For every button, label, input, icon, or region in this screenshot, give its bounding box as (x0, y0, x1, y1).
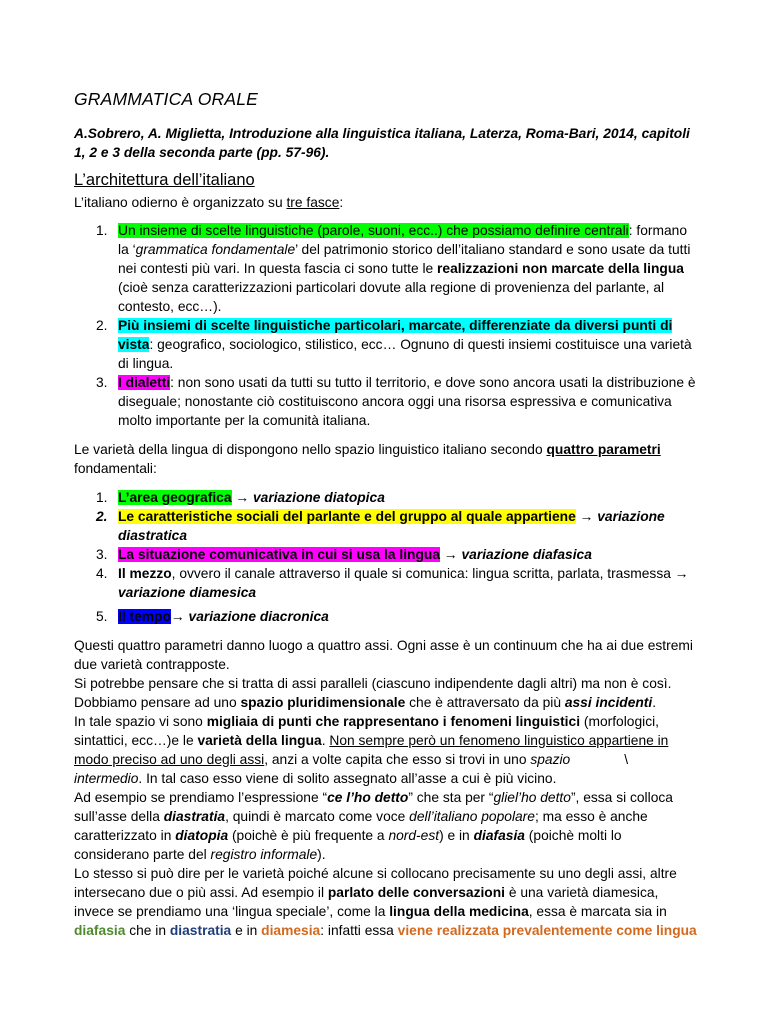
list-number: 2. (96, 509, 108, 524)
bold-text: parlato delle conversazioni (327, 885, 505, 900)
list-item (74, 507, 699, 545)
italic-text: nord-est (388, 828, 440, 843)
arrow-icon: → (170, 609, 185, 624)
intro-text: L’italiano odierno è organizzato su (74, 195, 287, 210)
list-item (74, 545, 699, 564)
bold-text: spazio pluridimensionale (240, 695, 406, 710)
list-number: 5. (96, 609, 108, 624)
highlighted-text: Il tempo (118, 609, 171, 624)
body-paragraph (74, 712, 699, 788)
intro-paragraph (74, 193, 699, 212)
variation-label: variazione diatopica (252, 490, 385, 505)
arrow-icon: → (443, 547, 458, 562)
bold-text: realizzazioni non marcate della lingua (437, 261, 684, 276)
list-item (74, 373, 699, 430)
body-text: Dobbiamo pensare ad uno (74, 695, 241, 710)
body-text: (poichè è più frequente a (228, 828, 389, 843)
body-paragraph (74, 788, 699, 864)
params-intro-text: Le varietà della lingua di dispongono nello spazio linguistico italiano secondo (74, 442, 547, 457)
italic-text: gliel’ho detto (493, 790, 571, 805)
fasce-list (74, 221, 699, 430)
highlighted-text: Le caratteristiche sociali del parlante e del gruppo al quale appartiene (118, 509, 576, 524)
italic-text: dell’italiano popolare (409, 809, 535, 824)
bibliographic-citation: A.Sobrero, A. Miglietta, Introduzione alla linguistica italiana, Laterza, Roma-Bari, 2014, capitoli 1, 2 e 3 della seconda parte (pp. 57-96). (74, 126, 690, 160)
body-text: ” che sta per “ (408, 790, 494, 805)
bold-italic-text: assi incidenti (564, 695, 653, 710)
body-text: è una varietà diamesica, invece se prendiamo una ‘lingua speciale’, come la (74, 885, 659, 919)
colored-text-green: diafasia (74, 923, 126, 938)
parameters-list (74, 488, 699, 626)
body-text: che è attraversato da più (405, 695, 565, 710)
body-text: : infatti essa (320, 923, 398, 938)
list-item (74, 488, 699, 507)
list-number: 1. (96, 223, 108, 238)
bold-italic-text: diafasia (473, 828, 525, 843)
body-text: ; ma esso è anche caratterizzato in (74, 809, 648, 843)
body-text: Lo stesso si può dire per le varietà poiché alcune si collocano precisamente su uno degli assi, altre intersecano due o più assi. Ad esempio il (74, 866, 677, 900)
list-number: 2. (96, 318, 108, 333)
body-text: che in (125, 923, 170, 938)
bold-text: Il mezzo (118, 566, 172, 581)
bold-text: migliaia di punti che rappresentano i fenomeni linguistici (206, 714, 581, 729)
bold-italic-text: ce l’ho detto (327, 790, 409, 805)
params-intro-emphasis: quattro parametri (546, 442, 661, 457)
body-text: (morfologici, sintattici, ecc…)e le (74, 714, 659, 748)
body-text: Ad esempio se prendiamo l’espressione “ (74, 790, 328, 805)
list-number: 3. (96, 375, 108, 390)
list-number: 3. (96, 547, 108, 562)
body-paragraph (74, 864, 699, 940)
arrow-icon: → (235, 490, 250, 505)
italic-text: intermedio (74, 771, 139, 786)
body-text: . (321, 733, 330, 748)
highlighted-text: La situazione comunicativa in cui si usa la lingua (118, 547, 441, 562)
body-paragraph: Si potrebbe pensare che si tratta di assi paralleli (ciascuno indipendente dagli altri) ma non è così. (74, 676, 672, 691)
section-heading: L’architettura dell’italiano (74, 171, 255, 189)
params-intro-end: fondamentali: (74, 461, 157, 476)
italic-text: grammatica fondamentale (135, 242, 296, 257)
italic-text: registro informale (210, 847, 318, 862)
item-text: ’ del patrimonio storico dell’italiano standard e sono usate da tutti nei contesti più vari. In questa fascia ci sono tutte le (118, 242, 691, 276)
list-item (74, 316, 699, 373)
body-text: , essa è marcata sia in (528, 904, 667, 919)
variation-label: variazione diafasica (461, 547, 592, 562)
list-item (74, 221, 699, 316)
body-text: . In tal caso esso viene di solito assegnato all’asse a cui è più vicino. (138, 771, 557, 786)
highlighted-text: Un insieme di scelte linguistiche (parole, suoni, ecc..) che possiamo definire centrali (118, 223, 629, 238)
bold-italic-text: diastratia (163, 809, 226, 824)
intro-emphasis: tre fasce (286, 195, 340, 210)
document-title: GRAMMATICA ORALE (74, 89, 259, 109)
underlined-text: Non sempre però un fenomeno linguistico appartiene in modo preciso ad uno degli assi (74, 733, 669, 767)
item-text: : geografico, sociologico, stilistico, ecc… Ognuno di questi insiemi costituisce una varietà di lingua. (118, 337, 692, 371)
body-text: ”, essa si colloca sull’asse della (74, 790, 673, 824)
list-number: 1. (96, 490, 108, 505)
italic-text: spazio (530, 752, 571, 767)
body-text: In tale spazio vi sono (74, 714, 207, 729)
document-body (74, 193, 699, 940)
bold-italic-text: diatopia (175, 828, 229, 843)
body-text: ) e in (439, 828, 474, 843)
arrow-icon: → (674, 566, 689, 581)
body-text: . (652, 695, 657, 710)
bold-text: lingua della medicina (389, 904, 529, 919)
list-number: 4. (96, 566, 108, 581)
item-text: : formano la ‘ (118, 223, 688, 257)
highlighted-text: L’area geografica (118, 490, 232, 505)
body-text: , anzi a volte capita che esso si trovi in uno (264, 752, 531, 767)
body-text: ). (317, 847, 326, 862)
highlighted-text: Più insiemi di scelte linguistiche particolari, marcate, differenziate da diversi punti di vista (118, 318, 673, 352)
colored-text-blue: diastratia (169, 923, 232, 938)
item-text: , ovvero il canale attraverso il quale si comunica: lingua scritta, parlata, trasmessa (171, 566, 675, 581)
item-text: : non sono usati da tutti su tutto il territorio, e dove sono ancora usati la distribuzione è diseguale; nonostante ciò costituiscono ancora oggi una risorsa espressiva e comunicativa molto importante per la comunità italiana. (118, 375, 696, 428)
body-text: (poichè molti lo considerano parte del (74, 828, 622, 862)
body-paragraph: Questi quattro parametri danno luogo a quattro assi. Ogni asse è un continuum che ha ai due estremi due varietà contrapposte. (74, 638, 693, 672)
arrow-icon: → (579, 509, 594, 524)
item-text: (cioè senza caratterizzazioni particolari dovute alla regione di provenienza del parlante, al contesto, ecc…). (118, 280, 665, 314)
variation-label: variazione diamesica (118, 585, 257, 600)
body-text: e in (231, 923, 262, 938)
body-text: , quindi è marcato come voce (225, 809, 410, 824)
body-paragraph (74, 693, 699, 712)
colored-text-orange: viene realizzata prevalentemente come lingua (397, 923, 697, 938)
list-item (74, 607, 699, 626)
colored-text-orange: diamesia (261, 923, 321, 938)
intro-end: : (339, 195, 344, 210)
variation-label: variazione diastratica (118, 509, 665, 543)
stray-slash: \ (624, 752, 629, 767)
variation-label: variazione diacronica (188, 609, 329, 624)
params-intro-paragraph (74, 440, 699, 478)
highlighted-text: I dialetti (118, 375, 171, 390)
list-item (74, 564, 699, 602)
bold-text: varietà della lingua (197, 733, 322, 748)
